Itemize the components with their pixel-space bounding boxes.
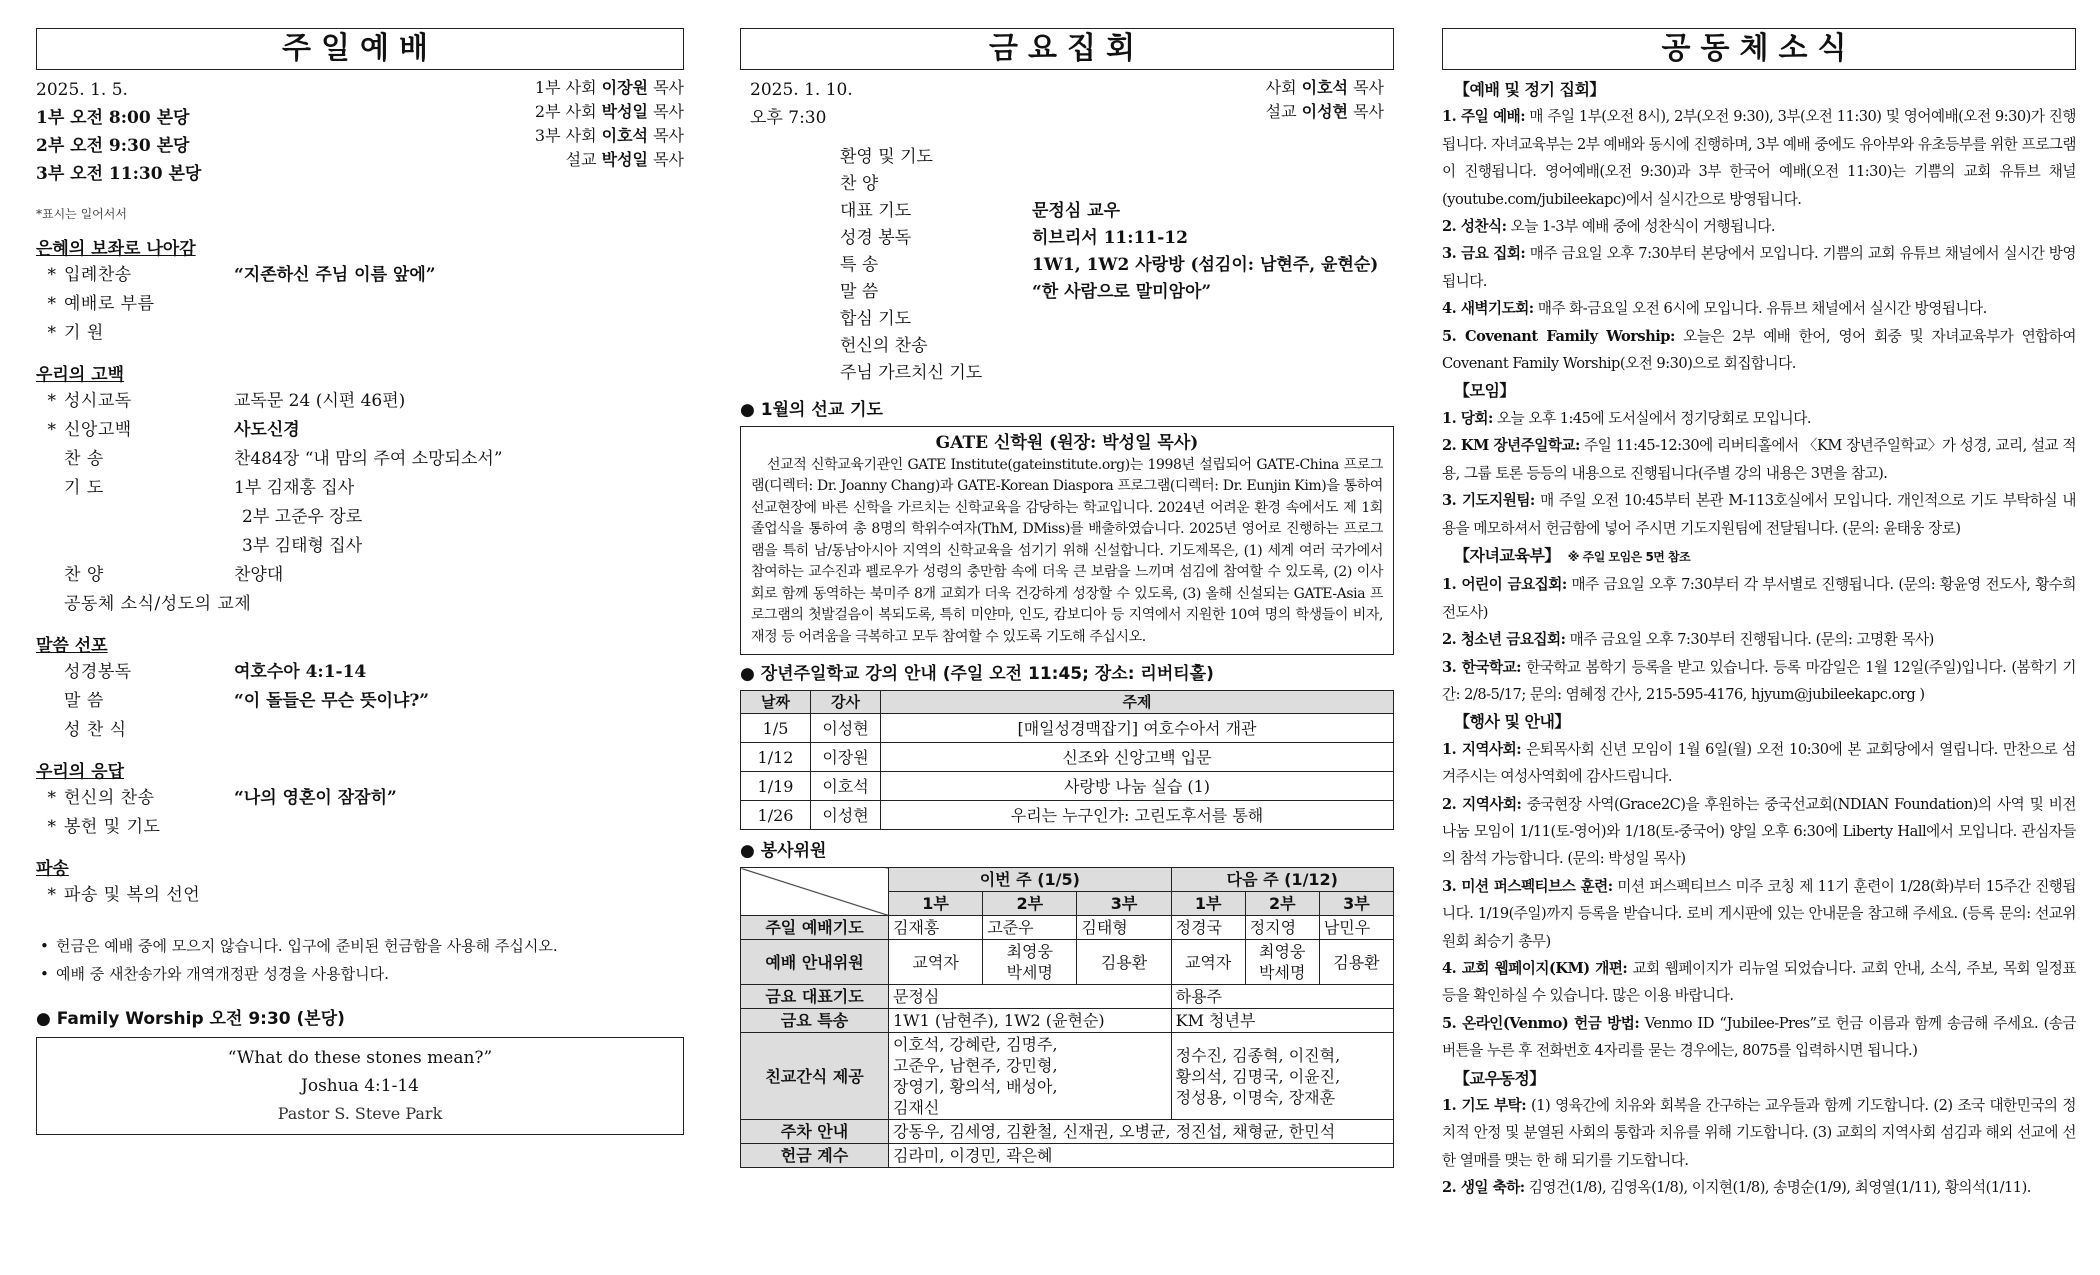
srv-row-label: 주차 안내 [741, 1120, 889, 1144]
news-item-text: 한국학교 봄학기 등록을 받고 있습니다. 등록 마감일은 1월 12일(주일)입니다. (봄학기 기간: 2/8-5/17; 문의: 염혜정 간사, 215-595-4176, hjyum@jubileekapc.org ) [1442, 658, 2076, 703]
friday-order [840, 144, 1394, 387]
news-section-heading [1442, 708, 2076, 735]
order-value: “나의 영혼이 잠잠히” [234, 787, 397, 808]
order-value: “한 사람으로 말미암아” [1032, 282, 1212, 302]
family-worship-heading: ● Family Worship 오전 9:30 (본당) [36, 1008, 345, 1029]
news-item [1442, 432, 2076, 487]
friday-order-item [840, 144, 1394, 171]
order-label: 입례찬송 [64, 265, 132, 286]
news-heading-text: 【행사 및 안내】 [1454, 712, 1570, 732]
news-item-lead: 4. 새벽기도회: [1442, 300, 1534, 318]
leader-line [1266, 76, 1384, 100]
srv-cell: 최영웅 박세명 [983, 940, 1077, 985]
news-item [1442, 791, 2076, 873]
news-item-lead: 3. 미션 퍼스펙티브스 훈련: [1442, 877, 1613, 895]
standing-mark: * [47, 265, 56, 286]
friday-order-item [840, 171, 1394, 198]
news-heading-text: 【예배 및 정기 집회】 [1454, 80, 1605, 99]
news-item-lead: 4. 교회 웹페이지(KM) 개편: [1442, 960, 1628, 977]
news-item-lead: 3. 금요 집회: [1442, 245, 1526, 263]
order-label: 헌신의 찬송 [840, 336, 928, 356]
section-heading: 우리의 고백 [36, 365, 125, 386]
news-item [1442, 955, 2076, 1010]
section-heading: 파송 [36, 858, 69, 879]
news-item-text: 미션 퍼스펙티브스 미주 코칭 제 11기 훈련이 1/28(화)부터 15주간 진행됩니다. 1/19(주일)까지 등록을 받습니다. 로비 게시판에 있는 안내문을 참고해 주세요. (등록 문의: 선교위원회 최승기 총무) [1442, 877, 2076, 950]
order-item [36, 319, 684, 348]
news-item-lead: 3. 기도지원팀: [1442, 492, 1535, 510]
order-label: 주님 가르치신 기도 [840, 363, 983, 383]
order-label: 예배로 부름 [64, 294, 155, 315]
srv-subcol: 3부 [1077, 892, 1171, 916]
standing-mark [36, 658, 64, 687]
lecture-col-date: 날짜 [741, 691, 811, 714]
order-item [36, 658, 684, 687]
lecture-col-speaker: 강사 [811, 691, 881, 714]
news-item-text: 주일 11:45-12:30에 리버티홀에서 〈KM 장년주일학교〉가 성경, 교리, 설교 적용, 그룹 토론 등등의 내용으로 진행됩니다(주별 강의 내용은 3면을 참고). [1442, 437, 2076, 482]
lecture-col-topic: 주제 [881, 691, 1394, 714]
sunday-date: 2025. 1. 5. [36, 80, 128, 100]
worship-order [36, 238, 684, 910]
news-item [1442, 1174, 2076, 1201]
news-section-heading [1442, 1065, 2076, 1092]
order-item [36, 290, 684, 319]
srv-cell: 1W1 (남현주), 1W2 (윤현순) [889, 1009, 1172, 1033]
order-item [36, 881, 684, 910]
leader-suffix: 목사 [1348, 102, 1384, 121]
srv-next-week: 다음 주 (1/12) [1171, 868, 1393, 892]
order-item [36, 561, 684, 590]
lecture-cell: 1/12 [741, 743, 811, 772]
standing-mark: * [47, 294, 56, 315]
order-label: 말 씀 [840, 282, 879, 302]
srv-row-ushers [741, 940, 1394, 985]
section-heading: 우리의 응답 [36, 762, 125, 782]
service-committee-table [740, 867, 1394, 1168]
leader-role: 2부 사회 [534, 102, 602, 121]
news-item-text: 매주 화-금요일 오전 6시에 모입니다. 유튜브 채널에서 실시간 방영됩니다. [1533, 300, 1987, 318]
order-value: 문정심 교우 [1032, 201, 1121, 221]
friday-time: 오후 7:30 [750, 108, 827, 128]
news-item-lead: 1. 지역사회: [1442, 740, 1522, 758]
order-label: 성시교독 [64, 391, 132, 412]
standing-mark [36, 687, 64, 716]
order-item [36, 687, 684, 716]
order-value: 교독문 24 (시편 46편) [234, 391, 406, 412]
standing-mark [36, 445, 64, 474]
leader-name: 이장원 [601, 78, 648, 97]
friday-order-item [840, 252, 1394, 279]
srv-cell: 정지영 [1245, 916, 1319, 940]
order-label: 기 원 [64, 323, 104, 344]
lecture-row [741, 801, 1394, 830]
service-3: 3부 오전 11:30 본당 [36, 164, 202, 184]
news-item-text: 중국현장 사역(Grace2C)을 후원하는 중국선교회(NDIAN Foundation)의 사역 및 비전 나눔 모임이 1/11(토-영어)와 1/18(토-중국어) 양일 오후 6:30에 Liberty Hall에서 모입니다. 관심자들의 참석 가능합니다. (문의: 박성일 목사) [1442, 795, 2076, 868]
news-item [1442, 405, 2076, 432]
news-item-text: 매주 금요일 오후 7:30부터 각 부서별로 진행됩니다. (문의: 황윤영 전도사, 황수희 전도사) [1442, 576, 2076, 621]
order-value [104, 319, 684, 348]
news-item-lead: 1. 당회: [1442, 409, 1493, 427]
standing-note: *표시는 일어서서 [36, 207, 127, 221]
order-label: 신앙고백 [64, 420, 132, 441]
service-committee-heading: ● 봉사위원 [740, 841, 827, 862]
friday-header [740, 76, 1394, 132]
lecture-cell: 이성현 [811, 714, 881, 743]
leader-suffix: 목사 [648, 126, 684, 145]
news-item-lead: 2. 지역사회: [1442, 795, 1522, 813]
order-label: 찬 양 [64, 565, 104, 586]
order-value [251, 590, 684, 619]
news-item [1442, 213, 2076, 240]
sunday-dates [36, 76, 201, 188]
news-item-text: 매 주일 1부(오전 8시), 2부(오전 9:30), 3부(오전 11:30) 및 영어예배(오전 9:30)가 진행됩니다. 자녀교육부는 2부 예배와 동시에 진행하며, 3부 예배 중에도 유아부와 유초등부를 위한 프로그램이 진행됩니다. 영어예배(오전 9:30)과 3부 한국어 예배(오전 11:30)는 기쁨의 교회 유튜브 채널(youtube.com/jubileekapc)에서 실시간으로 방영됩니다. [1442, 108, 2076, 208]
order-label: 찬 양 [840, 174, 879, 194]
friday-order-item [840, 306, 1394, 333]
news-item-lead: 3. 한국학교: [1442, 658, 1522, 676]
standing-mark: * [47, 787, 56, 808]
order-label: 성경봉독 [64, 662, 132, 682]
order-label: 환영 및 기도 [840, 147, 933, 167]
leader-line [535, 124, 684, 148]
news-title: 공동체소식 [1442, 28, 2076, 70]
srv-row-label: 금요 대표기도 [741, 985, 889, 1009]
friday-order-item [840, 279, 1394, 306]
order-item [36, 784, 684, 813]
news-item-lead: 1. 어린이 금요집회: [1442, 576, 1567, 594]
prayer-line: 3부 김태형 집사 [242, 536, 363, 557]
order-value: 1W1, 1W2 사랑방 (섬김이: 남현주, 윤현순) [1032, 255, 1379, 275]
lecture-heading: ● 장년주일학교 강의 안내 (주일 오전 11:45; 장소: 리버티홀) [740, 664, 1214, 685]
order-item [36, 387, 684, 416]
srv-row-friday-prayer [741, 985, 1394, 1009]
mission-body: 선교적 신학교육기관인 GATE Institute(gateinstitute.org)는 1998년 설립되어 GATE-China 프로그램(디렉터: Dr. Joanny Chang)과 GATE-Korean Diaspora 프로그램(디렉터: Dr. Eunjin Kim)을 통하여 선교현장에 바른 신학을 가르치는 신학교육을 감당하는 학교입니다. 2024년 어려운 환경 속에서도 제 1회 졸업식을 통하여 총 8명의 학위수여자(ThM, DMiss)를 배출하였습니다. 2025년 영어로 진행하는 프로그램을 특히 남/동남아시아 지역의 신학교육을 섬기기 위해 신설합니다. 기도제목은, (1) 세계 여러 국가에서 참여하는 교수진과 펠로우가 성령의 충만함 속에 더욱 큰 보람을 느끼며 섬김에 참여할 수 있도록, (2) 이사회로 함께 동역하는 북미주 8개 교회가 더욱 건강하게 성장할 수 있도록, (3) 올해 신설되는 GATE-Asia 프로그램의 첫발걸음이 복되도록, 특히 미얀마, 인도, 캄보디아 등 지역에서 지원한 10여 명의 학생들이 비자, 재정 등 어려움을 극복하고 모두 참여할 수 있도록 기도해 주십시오. [751, 456, 1383, 645]
lecture-cell: 이장원 [811, 743, 881, 772]
srv-cell: 김재홍 [889, 916, 983, 940]
srv-row-snacks [741, 1033, 1394, 1120]
news-item [1442, 654, 2076, 709]
leader-line [535, 76, 684, 100]
srv-row-label: 친교간식 제공 [741, 1033, 889, 1120]
news-item [1442, 571, 2076, 626]
news-item-text: 매주 금요일 오후 7:30부터 본당에서 모입니다. 기쁨의 교회 유튜브 채널에서 실시간 방영됩니다. [1442, 245, 2076, 290]
standing-mark [36, 716, 64, 745]
srv-cell: 교역자 [889, 940, 983, 985]
standing-mark: * [47, 884, 56, 905]
srv-cell: 하용주 [1171, 985, 1393, 1009]
order-label: 대표 기도 [840, 201, 912, 221]
order-item [36, 590, 684, 619]
family-worship-box [36, 1037, 684, 1135]
news-item [1442, 487, 2076, 542]
mission-title: GATE 신학원 (원장: 박성일 목사) [935, 432, 1199, 453]
standing-mark [36, 561, 64, 590]
srv-row-label: 헌금 계수 [741, 1144, 889, 1168]
srv-cell: 김태형 [1077, 916, 1171, 940]
news-item-text: (1) 영육간에 치유와 회복을 간구하는 교우들과 함께 기도합니다. (2) 조국 대한민국의 정치적 안정 및 분열된 사회의 통합과 치유를 위해 기도합니다. (3) 교회의 지역사회 섬김과 해외 선교에 선한 열매를 맺는 한 해 되기를 기도합니다. [1442, 1097, 2076, 1169]
service-2: 2부 오전 9:30 본당 [36, 136, 190, 156]
news-item [1442, 736, 2076, 791]
section-heading: 말씀 선포 [36, 636, 108, 657]
family-worship-title: “What do these stones mean?” [227, 1047, 493, 1068]
friday-order-item [840, 225, 1394, 252]
order-item [36, 813, 684, 842]
srv-subcol: 2부 [1245, 892, 1319, 916]
lecture-row [741, 772, 1394, 801]
srv-cell: 최영웅 박세명 [1245, 940, 1319, 985]
leader-suffix: 목사 [648, 150, 684, 169]
srv-row-parking [741, 1120, 1394, 1144]
news-item-text: 매주 금요일 오후 7:30부터 진행됩니다. (문의: 고명환 목사) [1565, 631, 1934, 649]
leader-role: 3부 사회 [534, 126, 602, 145]
standing-mark [36, 474, 64, 503]
sunday-notices [36, 932, 684, 988]
order-value: 히브리서 11:11-12 [1032, 228, 1188, 248]
order-value [127, 716, 684, 745]
srv-row-label: 주일 예배기도 [741, 916, 889, 940]
leader-role: 1부 사회 [534, 78, 602, 97]
srv-cell: 정수진, 김종혁, 이진혁, 황의석, 김명국, 이윤진, 정성용, 이명숙, 장재훈 [1171, 1033, 1393, 1120]
standing-mark: * [47, 816, 56, 837]
standing-mark [36, 590, 64, 619]
friday-leaders [1266, 76, 1384, 132]
srv-cell: 남민우 [1319, 916, 1393, 940]
srv-cell: 이호석, 강혜란, 김명주, 고준우, 남현주, 강민형, 장영기, 황의석, 배성아, 김재신 [889, 1033, 1172, 1120]
srv-row-label: 예배 안내위원 [741, 940, 889, 985]
lecture-header-row [741, 691, 1394, 714]
leader-role: 사회 [1265, 78, 1302, 97]
standing-mark: * [47, 323, 56, 344]
order-label: 봉헌 및 기도 [64, 816, 161, 837]
srv-subcol: 1부 [889, 892, 983, 916]
friday-order-item [840, 333, 1394, 360]
friday-order-item [840, 360, 1394, 387]
srv-header-row [741, 868, 1394, 892]
srv-cell: 강동우, 김세영, 김환철, 신재권, 오병균, 정진섭, 채형균, 한민석 [889, 1120, 1394, 1144]
news-section-heading [1442, 76, 2076, 103]
srv-corner [741, 868, 889, 916]
srv-row-offering [741, 1144, 1394, 1168]
leader-name: 박성일 [601, 102, 648, 121]
order-value: 사도신경 [234, 420, 300, 441]
news-item-text: 오늘은 2부 예배 한어, 영어 회중 및 자녀교육부가 연합하여 Covenant Family Worship(오전 9:30)으로 회집합니다. [1442, 327, 2076, 373]
news-section-heading [1442, 542, 2076, 571]
mission-heading: ● 1월의 선교 기도 [740, 400, 883, 420]
order-value: “이 돌들은 무슨 뜻이냐?” [234, 691, 430, 711]
service-1: 1부 오전 8:00 본당 [36, 108, 190, 128]
news-item-text: 교회 웹페이지가 리뉴얼 되었습니다. 교회 안내, 소식, 주보, 목회 일정표 등을 확인하실 수 있습니다. 많은 이용 바랍니다. [1442, 960, 2077, 1005]
leader-role: 설교 [565, 150, 602, 169]
srv-subcol: 3부 [1319, 892, 1393, 916]
news-item-lead: 2. KM 장년주일학교: [1442, 437, 1580, 455]
leader-name: 이성현 [1301, 102, 1348, 121]
srv-row-friday-special [741, 1009, 1394, 1033]
news-item-lead: 2. 청소년 금요집회: [1442, 631, 1566, 649]
mission-box [740, 426, 1394, 656]
lecture-cell: 1/26 [741, 801, 811, 830]
news-item-lead: 2. 생일 축하: [1442, 1179, 1525, 1197]
leader-suffix: 목사 [1348, 78, 1384, 97]
leader-name: 이호석 [1301, 78, 1348, 97]
order-item [36, 416, 684, 445]
sunday-column [36, 28, 684, 1135]
order-value: 1부 김재홍 집사 [234, 478, 355, 499]
news-item-lead: 5. Covenant Family Worship: [1442, 327, 1675, 345]
sunday-title: 주일예배 [36, 28, 684, 70]
lecture-row [741, 714, 1394, 743]
news-item [1442, 295, 2076, 322]
friday-date: 2025. 1. 10. [750, 80, 853, 100]
srv-cell: KM 청년부 [1171, 1009, 1393, 1033]
standing-mark: * [47, 391, 56, 412]
order-value: 찬양대 [234, 565, 284, 586]
order-label: 합심 기도 [840, 309, 912, 329]
news-item [1442, 1010, 2076, 1065]
friday-title: 금요집회 [740, 28, 1394, 70]
notice-item: • 헌금은 예배 중에 모으지 않습니다. 입구에 준비된 헌금함을 사용해 주십시오. [36, 932, 684, 960]
order-label: 특 송 [840, 255, 879, 275]
lecture-cell: 우리는 누구인가: 고린도후서를 통해 [881, 801, 1394, 830]
news-column [1442, 28, 2076, 1202]
news-item [1442, 103, 2076, 213]
order-item [36, 716, 684, 745]
news-item [1442, 240, 2076, 295]
lecture-row [741, 743, 1394, 772]
lecture-body [741, 714, 1394, 830]
friday-column [740, 28, 1394, 1168]
news-section-heading [1442, 377, 2076, 404]
news-item-text: 김영건(1/8), 김영옥(1/8), 이지현(1/8), 송명순(1/9), 최영열(1/11), 황의석(1/11). [1524, 1179, 2031, 1197]
news-heading-text: 【모임】 [1454, 381, 1515, 401]
srv-subcol: 1부 [1171, 892, 1245, 916]
news-item [1442, 323, 2076, 378]
leader-line [535, 148, 684, 172]
order-label: 성경 봉독 [840, 228, 912, 248]
order-label: 성 찬 식 [64, 720, 127, 740]
srv-cell: 고준우 [983, 916, 1077, 940]
order-value [160, 813, 684, 842]
news-item [1442, 1092, 2076, 1174]
news-item-text: 매 주일 오전 10:45부터 본관 M-113호실에서 모입니다. 개인적으로 기도 부탁하실 내용을 메모하셔서 헌금함에 넣어 주시면 기도지원팀에 전달됩니다. (문의: 윤태웅 장로) [1442, 492, 2076, 537]
news-item [1442, 873, 2076, 955]
leader-name: 박성일 [601, 150, 648, 169]
order-label: 파송 및 복의 선언 [64, 884, 201, 905]
leader-suffix: 목사 [648, 78, 684, 97]
news-heading-note: ※ 주일 모임은 5면 참조 [1567, 549, 1691, 564]
leader-suffix: 목사 [648, 102, 684, 121]
notice-item: • 예배 중 새찬송가와 개역개정판 성경을 사용합니다. [36, 960, 684, 988]
srv-cell: 교역자 [1171, 940, 1245, 985]
order-label: 공동체 소식/성도의 교제 [64, 594, 252, 615]
order-value: 찬484장 “내 맘의 주여 소망되소서” [234, 449, 503, 470]
order-item [36, 445, 684, 474]
lecture-cell: 사랑방 나눔 실습 (1) [881, 772, 1394, 801]
order-label: 찬 송 [64, 449, 104, 470]
srv-subcol: 2부 [983, 892, 1077, 916]
srv-cell: 김용환 [1077, 940, 1171, 985]
family-worship-pastor: Pastor S. Steve Park [277, 1103, 443, 1123]
lecture-cell: 이성현 [811, 801, 881, 830]
lecture-cell: 이호석 [811, 772, 881, 801]
news-item-lead: 5. 온라인(Venmo) 헌금 방법: [1442, 1014, 1640, 1032]
news-item-lead: 1. 주일 예배: [1442, 108, 1526, 126]
order-value [155, 290, 684, 319]
news-item-lead: 1. 기도 부탁: [1442, 1097, 1527, 1115]
srv-cell: 문정심 [889, 985, 1172, 1009]
srv-row-sunday-prayer [741, 916, 1394, 940]
leader-line [535, 100, 684, 124]
order-value: “지존하신 주님 이름 앞에” [234, 265, 436, 286]
news-item-text: 은퇴목사회 신년 모임이 1월 6일(월) 오전 10:30에 본 교회당에서 열립니다. 만찬으로 섬겨주시는 여성사역회에 감사드립니다. [1442, 740, 2076, 786]
news-item-text: 오늘 1-3부 예배 중에 성찬식이 거행됩니다. [1506, 218, 1776, 236]
order-item [36, 474, 684, 503]
section-heading: 은혜의 보좌로 나아감 [36, 239, 196, 260]
order-label: 기 도 [64, 478, 104, 499]
order-label: 헌신의 찬송 [64, 787, 155, 808]
news-item-lead: 2. 성찬식: [1442, 218, 1507, 236]
news-heading-text: 【교우동정】 [1454, 1068, 1545, 1088]
srv-row-label: 금요 특송 [741, 1009, 889, 1033]
lecture-table [740, 690, 1394, 830]
news-item [1442, 626, 2076, 653]
sunday-header [36, 76, 684, 188]
friday-datetime [750, 76, 853, 132]
leader-name: 이호석 [601, 126, 648, 145]
srv-this-week: 이번 주 (1/5) [889, 868, 1172, 892]
order-value: 여호수아 4:1-14 [234, 662, 367, 682]
lecture-cell: 1/5 [741, 714, 811, 743]
news-item-text: Venmo ID “Jubilee-Pres”로 헌금 이름과 함께 송금해 주세요. (송금 버튼을 누른 후 전화번호 4자리를 묻는 경우에는, 8075를 입력하시면 됩니다.) [1442, 1014, 2077, 1060]
news-item-text: 오늘 오후 1:45에 도서실에서 정기당회로 모입니다. [1492, 409, 1812, 427]
srv-cell: 정경국 [1171, 916, 1245, 940]
lecture-cell: 1/19 [741, 772, 811, 801]
order-label: 말 씀 [64, 691, 104, 711]
leader-role: 설교 [1265, 102, 1302, 121]
family-worship-passage: Joshua 4:1-14 [301, 1075, 419, 1096]
standing-mark: * [47, 420, 56, 441]
friday-order-item [840, 198, 1394, 225]
order-item [36, 261, 684, 290]
lecture-cell: [매일성경맥잡기] 여호수아서 개관 [881, 714, 1394, 743]
news-heading-text: 【자녀교육부】 [1454, 545, 1560, 565]
sunday-leaders [535, 76, 684, 188]
srv-cell: 김라미, 이경민, 곽은혜 [889, 1144, 1394, 1168]
order-value [200, 881, 684, 910]
lecture-cell: 신조와 신앙고백 입문 [881, 743, 1394, 772]
srv-cell: 김용환 [1319, 940, 1393, 985]
leader-line [1266, 100, 1384, 124]
news-body [1442, 76, 2076, 1202]
prayer-line: 2부 고준우 장로 [242, 507, 363, 528]
